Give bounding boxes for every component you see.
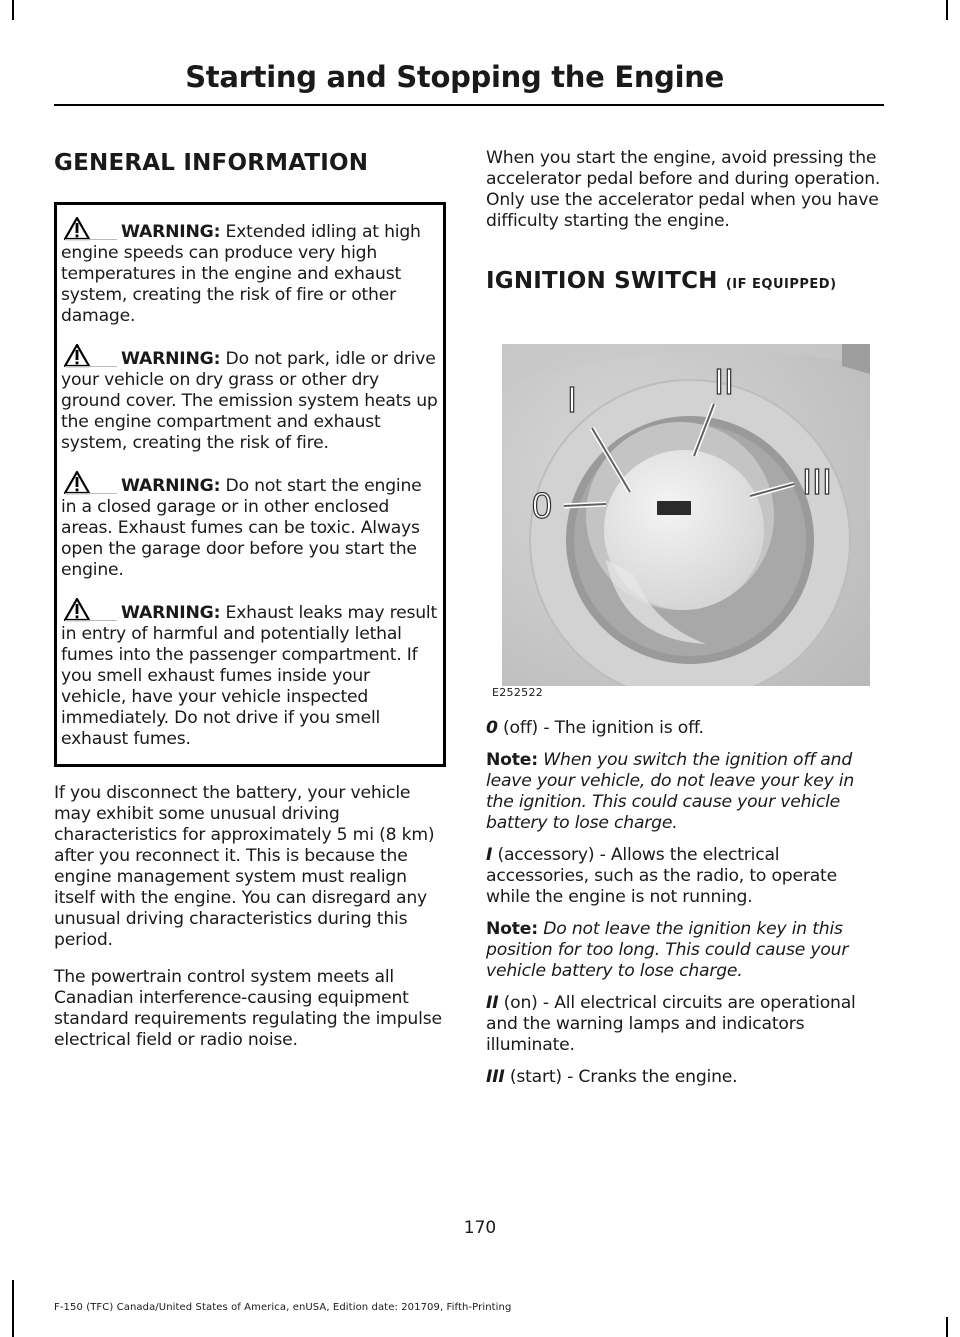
ignition-heading-text: IGNITION SWITCH — [486, 268, 718, 294]
item-key: I — [486, 845, 493, 865]
warning-box — [54, 202, 446, 767]
warning-4 — [61, 598, 439, 750]
page-footer: F-150 (TFC) Canada/United States of America, enUSA, Edition date: 201709, Fifth-Printing — [54, 1302, 512, 1313]
warning-label: WARNING: — [121, 603, 221, 623]
page-number: 170 — [463, 1218, 497, 1238]
ignition-switch-figure — [486, 344, 854, 706]
warning-text: Do not park, idle or drive your vehicle on dry grass or other dry ground cover. The emission system heats up the engine compartment and exhaust system, creating the risk of fire. — [61, 349, 438, 453]
warning-text: Extended idling at high engine speeds can produce very high temperatures in the engine and exhaust system, creating the risk of fire or other damage. — [61, 222, 421, 326]
item-key: II — [486, 993, 499, 1013]
crop-mark-top-left-v — [12, 0, 14, 20]
figure-code: E252522 — [492, 686, 544, 699]
section-heading-general: GENERAL INFORMATION — [54, 150, 369, 176]
note-off — [486, 750, 886, 834]
warning-label: WARNING: — [121, 349, 221, 369]
label-off: 0 — [531, 485, 553, 526]
warning-label: WARNING: — [121, 222, 221, 242]
warning-triangle-icon — [61, 344, 117, 366]
warning-1 — [61, 217, 439, 327]
label-start: III — [801, 461, 833, 502]
ignition-heading-suffix: (IF EQUIPPED) — [725, 277, 837, 292]
warning-text: Exhaust leaks may result in entry of harmful and potentially lethal fumes into the passenger compartment. If you smell exhaust fumes inside your vehicle, have your vehicle inspected immediately. Do not drive if you smell exhaust fumes. — [61, 603, 438, 749]
paragraph-accelerator: When you start the engine, avoid pressing the accelerator pedal before and during operation. Only use the accelerator pedal when you have difficulty starting the engine. — [486, 148, 881, 231]
item-accessory — [486, 845, 886, 908]
crop-mark-bottom-right-v — [946, 1317, 948, 1337]
warning-triangle-icon — [61, 598, 117, 620]
note-accessory — [486, 919, 886, 982]
warning-3 — [61, 471, 439, 581]
crop-mark-top-right-v — [946, 0, 948, 20]
label-accessory: I — [566, 379, 578, 420]
left-column — [54, 148, 446, 1051]
item-text: (accessory) - Allows the electrical accessories, such as the radio, to operate while the engine is not running. — [486, 845, 837, 907]
section-heading-ignition — [486, 266, 886, 300]
page-header-title: Starting and Stopping the Engine — [185, 60, 724, 94]
note-text: When you switch the ignition off and leave your vehicle, do not leave your key in the ignition. This could cause your vehicle battery to lose charge. — [486, 750, 855, 833]
warning-triangle-icon — [61, 471, 117, 493]
item-key: 0 — [486, 718, 498, 738]
item-on — [486, 993, 886, 1056]
header-rule — [54, 104, 884, 106]
right-column — [486, 148, 886, 1088]
item-text: (on) - All electrical circuits are operational and the warning lamps and indicators illuminate. — [486, 993, 856, 1055]
ignition-switch-illustration — [502, 344, 870, 686]
warning-2 — [61, 344, 439, 454]
item-text: (start) - Cranks the engine. — [504, 1067, 738, 1087]
warning-triangle-icon — [61, 217, 117, 239]
crop-mark-bottom-left-v — [12, 1280, 14, 1337]
warning-label: WARNING: — [121, 476, 221, 496]
note-text: Do not leave the ignition key in this position for too long. This could cause your vehicle battery to lose charge. — [486, 919, 849, 981]
item-key: III — [486, 1067, 505, 1087]
warning-text: Do not start the engine in a closed garage or in other enclosed areas. Exhaust fumes can be toxic. Always open the garage door before you start the engine. — [61, 476, 422, 580]
item-start — [486, 1067, 886, 1088]
paragraph-battery: If you disconnect the battery, your vehicle may exhibit some unusual driving characteristics for approximately 5 mi (8 km) after you reconnect it. This is because the engine management system must realign itself with the engine. You can disregard any unusual driving characteristics during this period. — [54, 783, 435, 950]
item-text: (off) - The ignition is off. — [497, 718, 704, 738]
label-on: II — [713, 361, 735, 402]
note-label: Note: — [486, 750, 538, 770]
item-off — [486, 718, 886, 739]
paragraph-powertrain: The powertrain control system meets all Canadian interference-causing equipment standard requirements regulating the impulse electrical field or radio noise. — [54, 967, 442, 1050]
note-label: Note: — [486, 919, 538, 939]
